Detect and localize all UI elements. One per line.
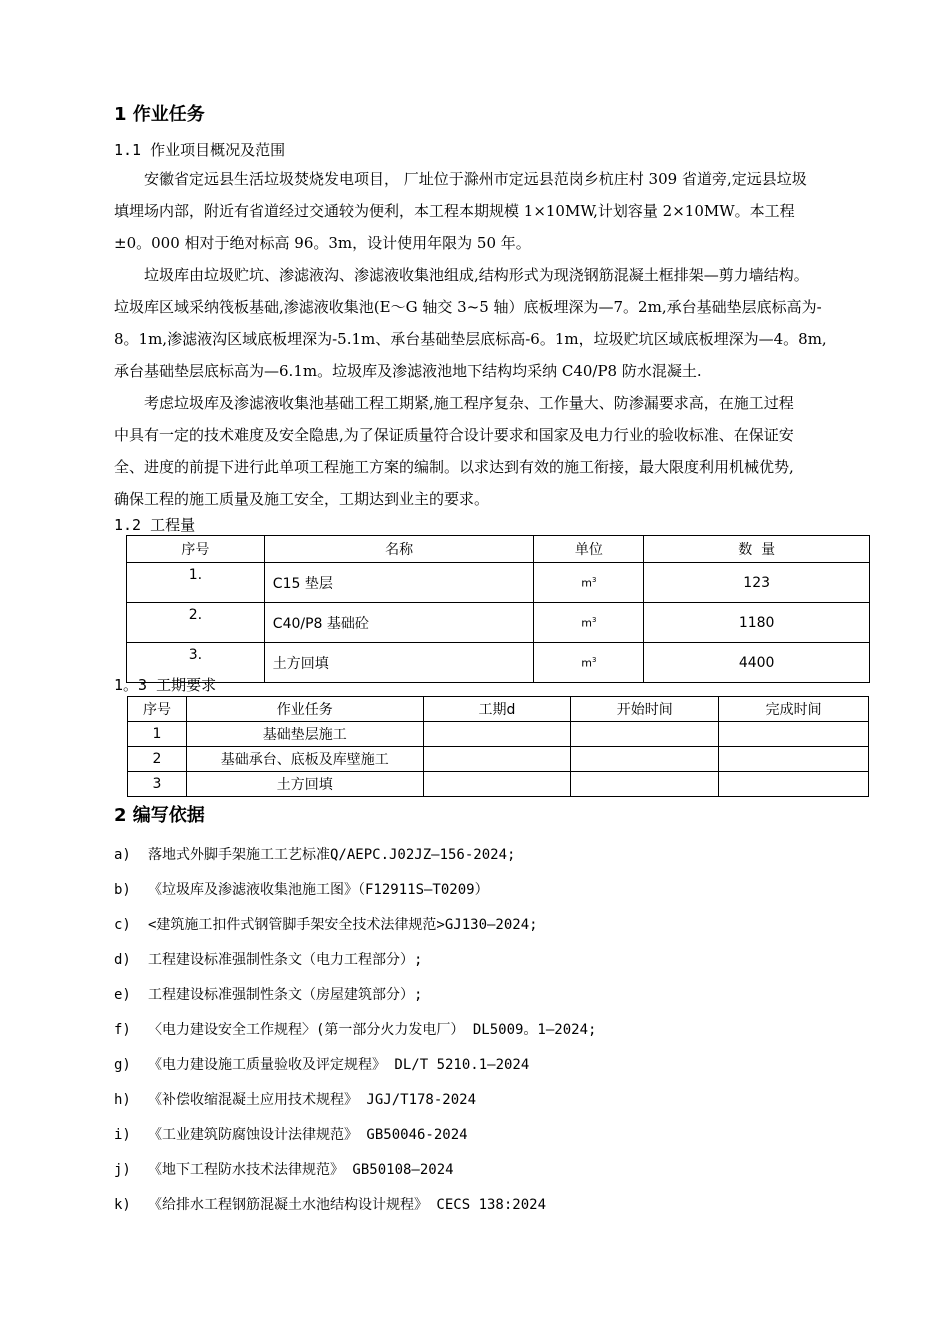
- item-quantity: 1180: [644, 603, 870, 643]
- reference-text: 《垃圾库及渗滤液收集池施工图》（F12911S—T0209）: [148, 882, 489, 898]
- row-index: 3: [128, 772, 187, 797]
- column-header: 序号: [128, 697, 187, 722]
- paragraph-line: 确保工程的施工质量及施工安全，工期达到业主的要求。: [114, 490, 490, 508]
- item-quantity: 123: [644, 563, 870, 603]
- table-row: [128, 722, 869, 747]
- paragraph-line: 8。1m,渗滤液沟区域底板埋深为-5.1m、承台基础垫层底标高-6。1m，垃圾贮坑区域底板埋深为—4。8m,: [114, 330, 827, 348]
- reference-item: [114, 879, 596, 914]
- row-index: 2.: [127, 603, 265, 643]
- quantity-table: [126, 535, 870, 683]
- table-row: [128, 772, 869, 797]
- row-index: 1.: [127, 563, 265, 603]
- paragraph-structure: [114, 259, 886, 387]
- task-name: 土方回填: [186, 772, 423, 797]
- row-index: 1: [128, 722, 187, 747]
- reference-text: <建筑施工扣件式钢管脚手架安全技术法律规范>GJ130—2024;: [148, 917, 538, 933]
- task-name: 基础垫层施工: [186, 722, 423, 747]
- reference-label: e): [114, 987, 131, 1003]
- reference-item: [114, 1194, 596, 1229]
- reference-text: 工程建设标准强制性条文（房屋建筑部分）;: [148, 987, 423, 1003]
- start-date-cell: [571, 772, 719, 797]
- reference-item: [114, 1124, 596, 1159]
- reference-item: [114, 914, 596, 949]
- duration-cell: [423, 772, 571, 797]
- item-name: C40/P8 基础砼: [264, 603, 534, 643]
- paragraph-project-overview: [114, 163, 886, 259]
- paragraph-line: 填埋场内部，附近有省道经过交通较为便利，本工程本期规模 1×10MW,计划容量 2×10MW。本工程: [114, 202, 795, 220]
- table-row: [127, 563, 870, 603]
- unit-base: m: [581, 576, 592, 590]
- section-2-title: 2 编写依据: [114, 805, 205, 826]
- item-unit: [534, 643, 644, 683]
- reference-text: 工程建设标准强制性条文（电力工程部分）;: [148, 952, 423, 968]
- reference-label: c): [114, 917, 131, 933]
- end-date-cell: [719, 747, 869, 772]
- paragraph-line: ±0。000 相对于绝对标高 96。3m，设计使用年限为 50 年。: [114, 234, 531, 252]
- reference-text: 〈电力建设安全工作规程〉(第一部分火力发电厂） DL5009。1—2024;: [148, 1022, 597, 1038]
- paragraph-considerations: [114, 387, 886, 515]
- duration-cell: [423, 722, 571, 747]
- unit-exponent: 3: [592, 615, 597, 624]
- reference-list: [114, 844, 596, 1229]
- reference-label: i): [114, 1127, 131, 1143]
- unit-base: m: [581, 656, 592, 670]
- reference-label: h): [114, 1092, 131, 1108]
- table-row: [128, 747, 869, 772]
- table-header-row: [127, 536, 870, 563]
- unit-exponent: 3: [592, 575, 597, 584]
- reference-item: [114, 1159, 596, 1194]
- reference-text: 《电力建设施工质量验收及评定规程》 DL/T 5210.1—2024: [148, 1057, 530, 1073]
- column-header: 序号: [127, 536, 265, 563]
- column-header: 名称: [264, 536, 534, 563]
- subsection-1-2-title: 1.2 工程量: [114, 516, 196, 534]
- start-date-cell: [571, 747, 719, 772]
- schedule-table: [127, 696, 869, 797]
- start-date-cell: [571, 722, 719, 747]
- row-index: 2: [128, 747, 187, 772]
- item-quantity: 4400: [644, 643, 870, 683]
- reference-item: [114, 1019, 596, 1054]
- table-row: [127, 643, 870, 683]
- paragraph-line: 全、进度的前提下进行此单项工程施工方案的编制。以求达到有效的施工衔接，最大限度利用机械优势,: [114, 458, 794, 476]
- column-header: 作业任务: [186, 697, 423, 722]
- column-header: 工期d: [423, 697, 571, 722]
- reference-text: 《地下工程防水技术法律规范》 GB50108—2024: [148, 1162, 454, 1178]
- reference-text: 《补偿收缩混凝土应用技术规程》 JGJ/T178-2024: [148, 1092, 477, 1108]
- column-header: 数 量: [644, 536, 870, 563]
- reference-label: g): [114, 1057, 131, 1073]
- column-header: 开始时间: [571, 697, 719, 722]
- reference-item: [114, 844, 596, 879]
- reference-label: d): [114, 952, 131, 968]
- item-name: C15 垫层: [264, 563, 534, 603]
- paragraph-line: 考虑垃圾库及渗滤液收集池基础工程工期紧,施工程序复杂、工作量大、防渗漏要求高，在施工过程: [114, 394, 794, 412]
- column-header: 完成时间: [719, 697, 869, 722]
- subsection-1-3-title: 1。3 工期要求: [114, 676, 217, 694]
- reference-text: 落地式外脚手架施工工艺标准Q/AEPC.J02JZ—156-2024;: [148, 847, 516, 863]
- reference-item: [114, 949, 596, 984]
- reference-label: k): [114, 1197, 131, 1213]
- section-1-title: 1 作业任务: [114, 104, 205, 125]
- subsection-1-1-title: 1.1 作业项目概况及范围: [114, 141, 286, 159]
- reference-label: j): [114, 1162, 131, 1178]
- reference-text: 《给排水工程钢筋混凝土水池结构设计规程》 CECS 138:2024: [148, 1197, 547, 1213]
- reference-item: [114, 1089, 596, 1124]
- reference-item: [114, 1054, 596, 1089]
- reference-text: 《工业建筑防腐蚀设计法律规范》 GB50046-2024: [148, 1127, 468, 1143]
- row-index: 3.: [127, 643, 265, 683]
- column-header: 单位: [534, 536, 644, 563]
- unit-base: m: [581, 616, 592, 630]
- reference-label: a): [114, 847, 131, 863]
- paragraph-line: 中具有一定的技术难度及安全隐患,为了保证质量符合设计要求和国家及电力行业的验收标准、在保证安: [114, 426, 794, 444]
- item-unit: [534, 603, 644, 643]
- end-date-cell: [719, 722, 869, 747]
- item-name: 土方回填: [264, 643, 534, 683]
- duration-cell: [423, 747, 571, 772]
- reference-label: f): [114, 1022, 131, 1038]
- end-date-cell: [719, 772, 869, 797]
- table-header-row: [128, 697, 869, 722]
- paragraph-line: 安徽省定远县生活垃圾焚烧发电项目， 厂址位于滁州市定远县范岗乡杭庄村 309 省道旁,定远县垃圾: [114, 170, 807, 188]
- unit-exponent: 3: [592, 655, 597, 664]
- paragraph-line: 承台基础垫层底标高为—6.1m。垃圾库及渗滤液池地下结构均采纳 C40/P8 防水混凝土.: [114, 362, 702, 380]
- reference-item: [114, 984, 596, 1019]
- item-unit: [534, 563, 644, 603]
- paragraph-line: 垃圾库区域采纳筏板基础,渗滤液收集池(E～G 轴交 3~5 轴）底板埋深为—7。2m,承台基础垫层底标高为-: [114, 298, 822, 316]
- reference-label: b): [114, 882, 131, 898]
- task-name: 基础承台、底板及库壁施工: [186, 747, 423, 772]
- paragraph-line: 垃圾库由垃圾贮坑、渗滤液沟、渗滤液收集池组成,结构形式为现浇钢筋混凝土框排架—剪力墙结构。: [114, 266, 809, 284]
- table-row: [127, 603, 870, 643]
